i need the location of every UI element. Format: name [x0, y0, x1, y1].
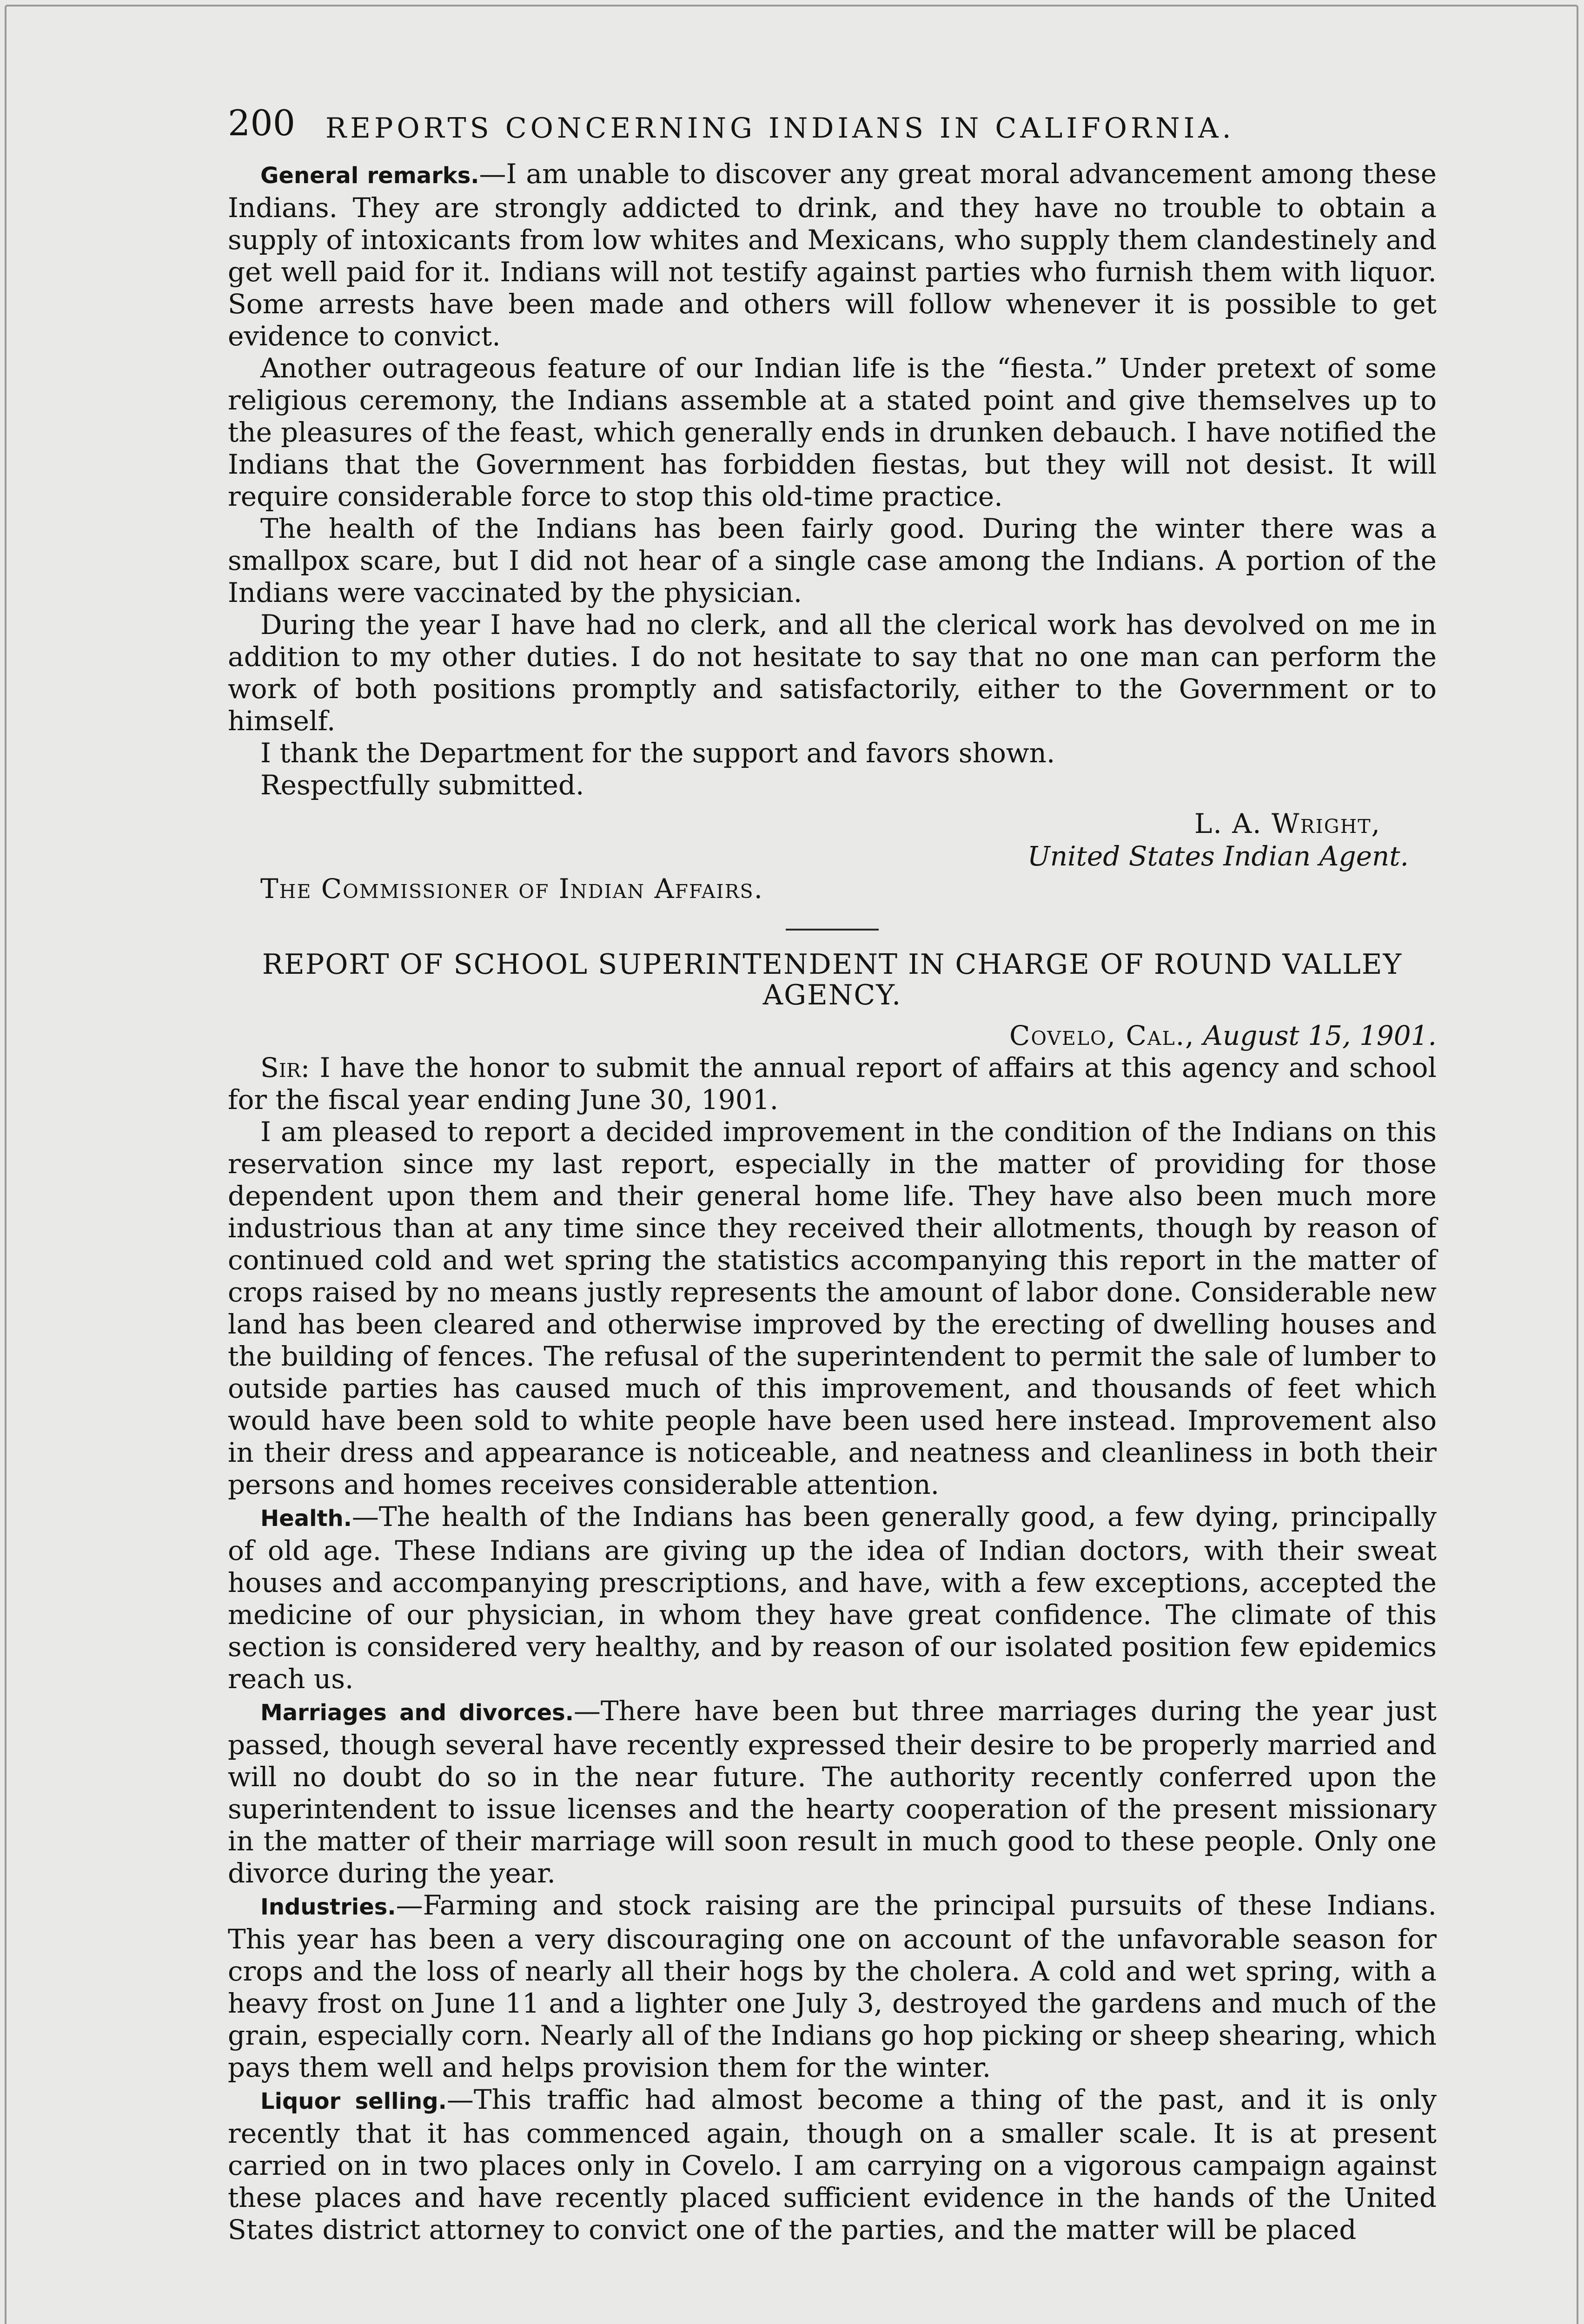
paragraph-marriages [228, 1695, 1437, 1889]
paragraph-liquor [228, 2084, 1437, 2246]
document-page [228, 98, 1437, 2246]
liquor-heading: Liquor selling. [260, 2088, 447, 2114]
paragraph-clerk: During the year I have had no clerk, and all the clerical work has devolved on me in addition to my other duties. I do not hesitate to say that no one man can perform the work of both positions promptly and satisfactorily, either to the Government or to himself. [228, 609, 1437, 737]
paragraph-closing: Respectfully submitted. [260, 769, 584, 801]
paragraph-health [228, 1501, 1437, 1695]
paragraph-industries [228, 1889, 1437, 2084]
dateline-date: August 15, 1901. [1203, 1020, 1437, 1051]
marriages-heading: Marriages and divorces. [260, 1700, 574, 1726]
dateline [228, 1020, 1437, 1052]
dateline-place: Covelo, Cal., [1009, 1020, 1195, 1051]
health-heading: Health. [260, 1505, 352, 1532]
addressee: The Commissioner of Indian Affairs. [260, 873, 764, 905]
liquor-text: —This traffic had almost become a thing of the past, and it is only recently that it has commenced again, though on a smaller scale. It is at present carried on in two places only in Covelo. I am carrying on a vigorous campaign against these places and have recently placed sufficient evidence in the hands of the United States district attorney to convict one of the parties, and the matter will be placed [228, 2084, 1437, 2245]
marriages-text: —There have been but three marriages during the year just passed, though several have recently expressed their desire to be properly married and will no doubt do so in the near future. The authority recently conferred upon the superintendent to issue licenses and the hearty cooperation of the present missionary in the matter of their marriage will soon result in much good to these people. Only one divorce during the year. [228, 1695, 1437, 1889]
paragraph-health-first: The health of the Indians has been fairly good. During the winter there was a smallpox scare, but I did not hear of a single case among the Indians. A portion of the Indians were vaccinated by the physician. [228, 513, 1437, 608]
section-divider [786, 929, 879, 931]
report-title: REPORT OF SCHOOL SUPERINTENDENT IN CHARGE OF ROUND VALLEY AGENCY. [262, 948, 1403, 1011]
paragraph-thanks: I thank the Department for the support and favors shown. [260, 737, 1055, 769]
page-header [228, 98, 1437, 158]
general-remarks-heading: General remarks. [260, 163, 479, 189]
general-remarks-text: —I am unable to discover any great moral advancement among these Indians. They are strongly addicted to drink, and they have no trouble to obtain a supply of intoxicants from low whites and Mexicans, who supply them clandestinely and get well paid for it. Indians will not testify against parties who furnish them with liquor. Some arrests have been made and others will follow whenever it is possible to get evidence to convict. [228, 158, 1437, 352]
page-number: 200 [228, 102, 296, 144]
signature-title: United States Indian Agent. [1027, 840, 1409, 872]
health-text: —The health of the Indians has been generally good, a few dying, principally of old age. These Indians are giving up the idea of Indian doctors, with their sweat houses and accompanying prescriptions, and have, with a few exceptions, accepted the medicine of our physician, in whom they have great confidence. The climate of this section is considered very healthy, and by reason of our isolated position few epidemics reach us. [228, 1501, 1437, 1695]
signature-name: L. A. Wright, [1194, 808, 1381, 839]
signature-block [228, 808, 1437, 905]
paragraph-general-remarks [228, 158, 1437, 352]
paragraph-intro [228, 1052, 1437, 1116]
paragraph-fiesta: Another outrageous feature of our Indian life is the “fiesta.” Under pretext of some religious ceremony, the Indians assemble at a stated point and give themselves up to the pleasures of the feast, which generally ends in drunken debauch. I have notified the Indians that the Government has forbidden fiestas, but they will not desist. It will require considerable force to stop this old-time practice. [228, 352, 1437, 512]
running-title: REPORTS CONCERNING INDIANS IN CALIFORNIA. [325, 112, 1235, 145]
paragraph-improvement: I am pleased to report a decided improvement in the condition of the Indians on this reservation since my last report, especially in the matter of providing for those dependent upon them and their general home life. They have also been much more industrious than at any time since they received their allotments, though by reason of continued cold and wet spring the statistics accompanying this report in the matter of crops raised by no means justly represents the amount of labor done. Considerable new land has been cleared and otherwise improved by the erecting of dwelling houses and the building of fences. The refusal of the superintendent to permit the sale of lumber to outside parties has caused much of this improvement, and thousands of feet which would have been sold to white people have been used here instead. Improvement also in their dress and appearance is noticeable, and neatness and cleanliness in both their persons and homes receives considerable attention. [228, 1116, 1437, 1500]
industries-text: —Farming and stock raising are the principal pursuits of these Indians. This year has been a very discouraging one on account of the unfavorable season for crops and the loss of nearly all their hogs by the cholera. A cold and wet spring, with a heavy frost on June 11 and a lighter one July 3, destroyed the gardens and much of the grain, especially corn. Nearly all of the Indians go hop picking or sheep shearing, which pays them well and helps provision them for the winter. [228, 1889, 1437, 2083]
intro-text: I have the honor to submit the annual report of affairs at this agency and school for the fiscal year ending June 30, 1901. [228, 1052, 1437, 1116]
industries-heading: Industries. [260, 1894, 396, 1920]
salutation: Sir: [260, 1052, 310, 1083]
